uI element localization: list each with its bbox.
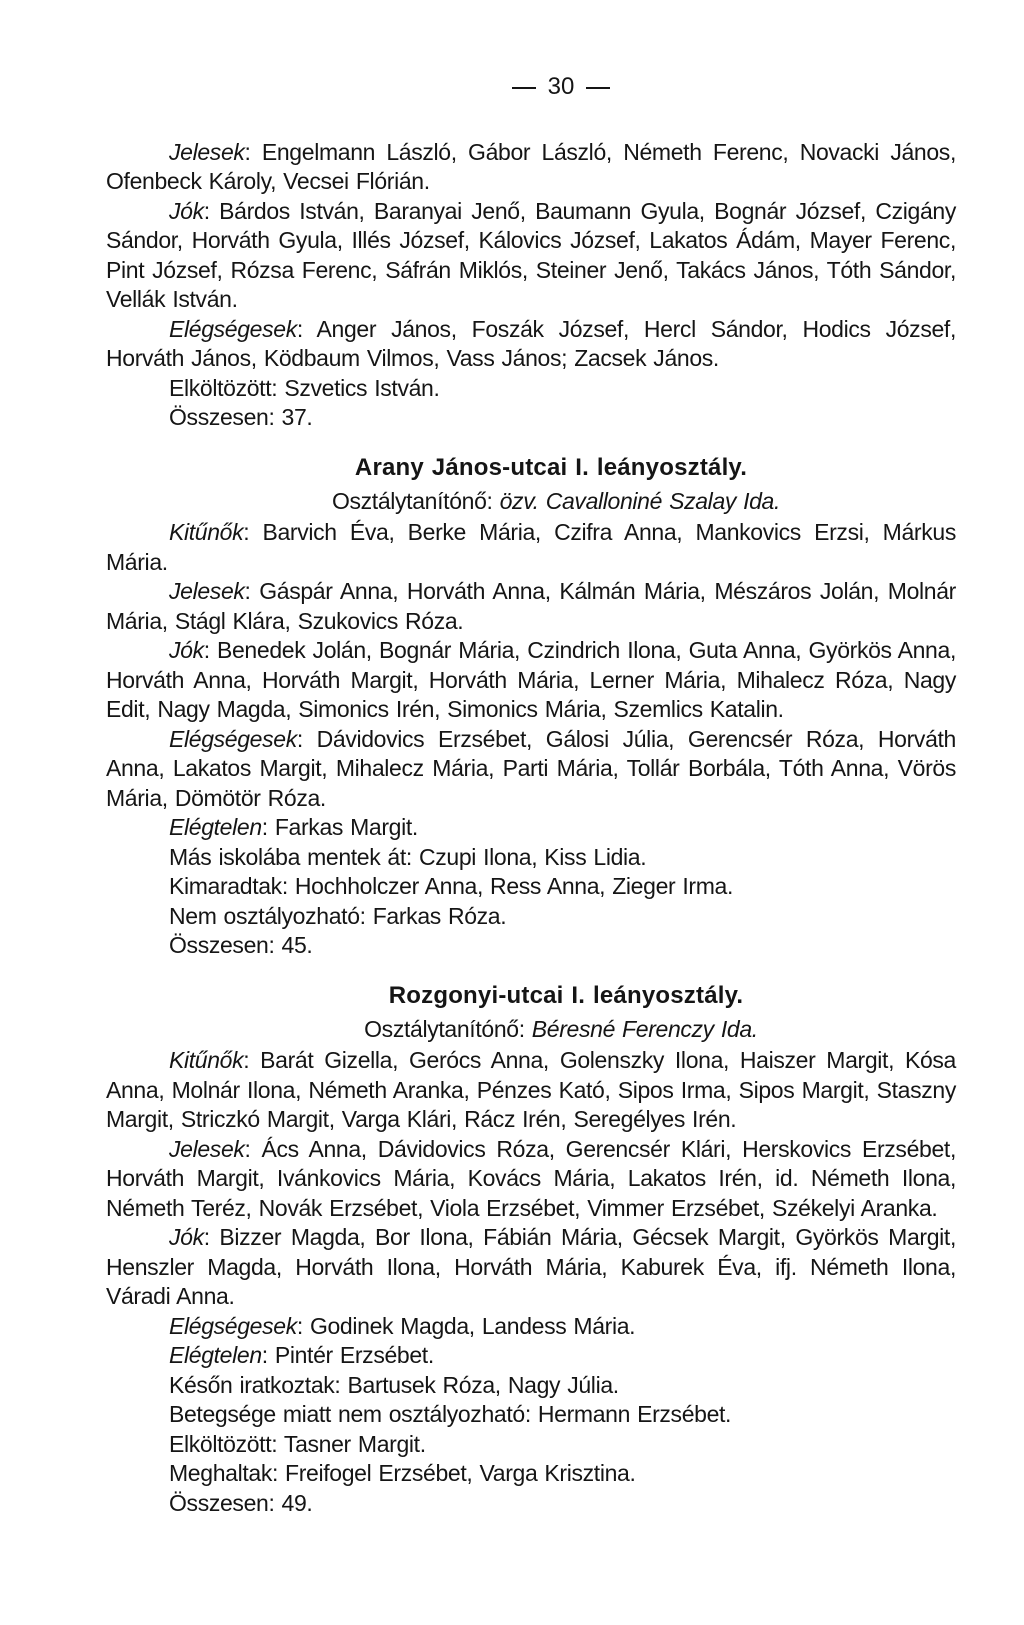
elegsegesek-text: Dávidovics Erzsébet, Gálosi Júlia, Gerencsér Róza, Horváth Anna, Lakatos Margit, Mihalecz Mária, Parti Mária, Tollár Borbála, Tóth Anna, Vörös Mária, Dömötör Róza. bbox=[106, 725, 956, 811]
teacher-line-rozgonyi bbox=[166, 1015, 956, 1045]
teacher-line-arany bbox=[156, 487, 956, 517]
kimaradtak-line: Kimaradtak: Hochholczer Anna, Ress Anna, Zieger Irma. bbox=[169, 873, 734, 899]
jok-paragraph: Jók: Bárdos István, Baranyai Jenő, Baumann Gyula, Bognár József, Czigány Sándor, Horváth Gyula, Illés József, Kálovics József, Lakatos Ádám, Mayer Ferenc, Pint József, Rózsa Ferenc, Sáfrán Miklós, Steiner Jenő, Takács János, Tóth Sándor, Vellák István. bbox=[106, 197, 956, 312]
jelesek-paragraph: Jelesek: Gáspár Anna, Horváth Anna, Kálmán Mária, Mészáros Jolán, Molnár Mária, Stágl Klára, Szukovics Róza. bbox=[106, 578, 956, 634]
meghaltak-line: Meghaltak: Freifogel Erzsébet, Varga Krisztina. bbox=[169, 1460, 636, 1486]
jok-paragraph: Jók: Bizzer Magda, Bor Ilona, Fábián Mária, Gécsek Margit, Györkös Margit, Henszler Magda, Horváth Ilona, Horváth Mária, Kaburek Éva, ifj. Németh Ilona, Váradi Anna. bbox=[106, 1224, 956, 1309]
jelesek-text: Engelmann László, Gábor László, Németh Ferenc, Novacki János, Ofenbeck Károly, Vecsei Flórián. bbox=[106, 138, 956, 194]
elegsegesek-text: Anger János, Foszák József, Hercl Sándor, Hodics József, Horváth János, Ködbaum Vilmos, Vass János; Zacsek János. bbox=[106, 315, 957, 371]
section-heading-rozgonyi: Rozgonyi-utcai I. leányosztály. bbox=[388, 981, 744, 1009]
elegsegesek-text: Godinek Magda, Landess Mária. bbox=[309, 1312, 636, 1339]
jok-text: Benedek Jolán, Bognár Mária, Czindrich Ilona, Guta Anna, Györkös Anna, Horváth Anna, Horváth Margit, Horváth Mária, Lerner Mária, Mihalecz Róza, Nagy Edit, Nagy Magda, Simonics Irén, Simonics Mária, Szemlics Katalin. bbox=[106, 637, 956, 722]
jelesek-label: Jelesek bbox=[169, 138, 245, 165]
teacher-name: Béresné Ferenczy Ida. bbox=[531, 1015, 758, 1042]
elegtelen-text: Farkas Margit. bbox=[274, 814, 418, 840]
page-number-value: 30 bbox=[547, 73, 575, 100]
kitunok-paragraph: Kitűnők: Barát Gizella, Gerócs Anna, Golenszky Ilona, Haiszer Margit, Kósa Anna, Molnár Ilona, Németh Aranka, Pénzes Kató, Sipos Irma, Sipos Margit, Staszny Margit, Striczkó Margit, Varga Klári, Rácz Irén, Seregélyes Irén. bbox=[106, 1047, 956, 1132]
dash-left bbox=[512, 87, 536, 89]
jok-text: Bárdos István, Baranyai Jenő, Baumann Gyula, Bognár József, Czigány Sándor, Horváth Gyula, Illés József, Kálovics József, Lakatos Ádám, Mayer Ferenc, Pint József, Rózsa Ferenc, Sáfrán Miklós, Steiner Jenő, Takács János, Tóth Sándor, Vellák István. bbox=[106, 197, 956, 312]
elegtelen-paragraph: Elégtelen: Farkas Margit. bbox=[169, 814, 418, 840]
osszesen-line: Összesen: 49. bbox=[169, 1489, 313, 1516]
kitunok-text: Barát Gizella, Gerócs Anna, Golenszky Ilona, Haiszer Margit, Kósa Anna, Molnár Ilona, Németh Aranka, Pénzes Kató, Sipos Irma, Sipos Margit, Staszny Margit, Striczkó Margit, Varga Klári, Rácz Irén, Seregélyes Irén. bbox=[106, 1047, 956, 1132]
jok-text: Bizzer Magda, Bor Ilona, Fábián Mária, Gécsek Margit, Györkös Margit, Henszler Magda, Horváth Ilona, Horváth Mária, Kaburek Éva, ifj. Németh Ilona, Váradi Anna. bbox=[106, 1224, 956, 1309]
teacher-label: Osztálytanítónő: bbox=[364, 1015, 525, 1042]
kitunok-text: Barvich Éva, Berke Mária, Czifra Anna, Mankovics Erzsi, Márkus Mária. bbox=[106, 519, 956, 575]
osszesen-line: Összesen: 37. bbox=[169, 404, 313, 430]
betegsege-line: Betegsége miatt nem osztályozható: Hermann Erzsébet. bbox=[169, 1401, 732, 1427]
jelesek-text: Gáspár Anna, Horváth Anna, Kálmán Mária, Mészáros Jolán, Molnár Mária, Stágl Klára, Szukovics Róza. bbox=[106, 578, 956, 634]
elegsegesek-paragraph: Elégségesek: Anger János, Foszák József, Hercl Sándor, Hodics József, Horváth János, Ködbaum Vilmos, Vass János; Zacsek János. bbox=[106, 315, 957, 371]
kitunok-label: Kitűnők bbox=[169, 519, 244, 545]
elegsegesek-paragraph: Elégségesek: Godinek Magda, Landess Mária. bbox=[169, 1312, 636, 1339]
elegtelen-label: Elégtelen bbox=[169, 814, 262, 840]
keson-iratkoztak-line: Későn iratkoztak: Bartusek Róza, Nagy Júlia. bbox=[169, 1371, 619, 1398]
kitunok-paragraph: Kitűnők: Barvich Éva, Berke Mária, Czifra Anna, Mankovics Erzsi, Márkus Mária. bbox=[106, 519, 956, 575]
jelesek-paragraph: Jelesek: Engelmann László, Gábor László, Németh Ferenc, Novacki János, Ofenbeck Károly, Vecsei Flórián. bbox=[106, 138, 956, 194]
elkoltozott-line: Elköltözött: Tasner Margit. bbox=[169, 1430, 426, 1457]
elegtelen-paragraph: Elégtelen: Pintér Erzsébet. bbox=[169, 1342, 434, 1368]
document-page bbox=[106, 72, 956, 1518]
dash-right bbox=[586, 87, 610, 89]
teacher-label: Osztálytanítónő: bbox=[331, 487, 493, 514]
jok-label: Jók bbox=[169, 1224, 204, 1250]
jelesek-text: Ács Anna, Dávidovics Róza, Gerencsér Klári, Herskovics Erzsébet, Horváth Margit, Ivánkovics Mária, Kovács Mária, Lakatos Irén, id. Németh Ilona, Németh Teréz, Novák Erzsébet, Viola Erzsébet, Vimmer Erzsébet, Székelyi Aranka. bbox=[106, 1135, 956, 1221]
jelesek-label: Jelesek bbox=[169, 578, 245, 604]
elegsegesek-paragraph: Elégségesek: Dávidovics Erzsébet, Gálosi Júlia, Gerencsér Róza, Horváth Anna, Lakatos Margit, Mihalecz Mária, Parti Mária, Tollár Borbála, Tóth Anna, Vörös Mária, Dömötör Róza. bbox=[106, 725, 956, 811]
elegsegesek-label: Elégségesek bbox=[169, 725, 297, 752]
section-heading-arany: Arany János-utcai I. leányosztály. bbox=[354, 453, 748, 481]
mas-iskolaba-line: Más iskolába mentek át: Czupi Ilona, Kiss Lidia. bbox=[169, 843, 647, 870]
elkoltozott-line: Elköltözött: Szvetics István. bbox=[169, 374, 440, 401]
elegtelen-label: Elégtelen bbox=[169, 1342, 262, 1368]
nem-osztalyozhato-line: Nem osztályozható: Farkas Róza. bbox=[169, 902, 507, 929]
elegtelen-text: Pintér Erzsébet. bbox=[274, 1342, 434, 1368]
jelesek-paragraph: Jelesek: Ács Anna, Dávidovics Róza, Gerencsér Klári, Herskovics Erzsébet, Horváth Margit, Ivánkovics Mária, Kovács Mária, Lakatos Irén, id. Németh Ilona, Németh Teréz, Novák Erzsébet, Viola Erzsébet, Vimmer Erzsébet, Székelyi Aranka. bbox=[106, 1135, 956, 1221]
jok-paragraph: Jók: Benedek Jolán, Bognár Mária, Czindrich Ilona, Guta Anna, Györkös Anna, Horváth Anna, Horváth Margit, Horváth Mária, Lerner Mária, Mihalecz Róza, Nagy Edit, Nagy Magda, Simonics Irén, Simonics Mária, Szemlics Katalin. bbox=[106, 637, 956, 722]
kitunok-label: Kitűnők bbox=[169, 1047, 244, 1073]
osszesen-line: Összesen: 45. bbox=[169, 932, 313, 958]
elegsegesek-label: Elégségesek bbox=[169, 315, 297, 342]
page-number bbox=[166, 72, 956, 102]
jelesek-label: Jelesek bbox=[169, 1135, 245, 1162]
elegsegesek-label: Elégségesek bbox=[169, 1312, 297, 1339]
jok-label: Jók bbox=[169, 197, 204, 224]
jok-label: Jók bbox=[169, 637, 204, 663]
teacher-name: özv. Cavalloniné Szalay Ida. bbox=[499, 487, 781, 514]
